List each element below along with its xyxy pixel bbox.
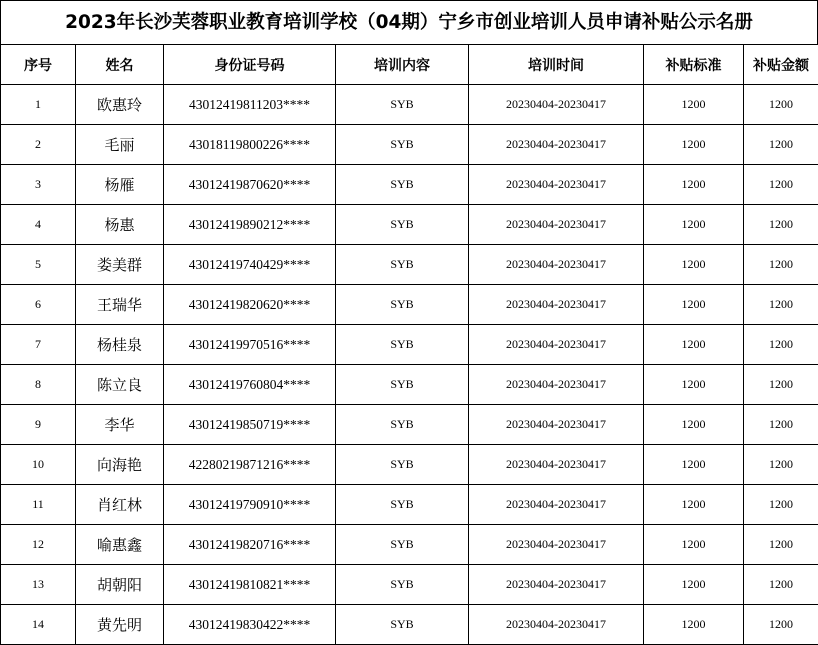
cell-training-period: 20230404-20230417 — [469, 365, 644, 405]
cell-subsidy-amount: 1200 — [744, 405, 818, 445]
cell-id-number: 43012419970516**** — [164, 325, 336, 365]
table-row — [1, 205, 818, 245]
cell-index: 9 — [1, 405, 76, 445]
cell-training-content: SYB — [336, 125, 469, 165]
cell-id-number: 43018119800226**** — [164, 125, 336, 165]
cell-subsidy-amount: 1200 — [744, 525, 818, 565]
cell-id-number: 43012419850719**** — [164, 405, 336, 445]
cell-training-period: 20230404-20230417 — [469, 565, 644, 605]
table-row — [1, 445, 818, 485]
cell-id-number: 43012419890212**** — [164, 205, 336, 245]
cell-subsidy-standard: 1200 — [644, 285, 744, 325]
cell-training-content: SYB — [336, 285, 469, 325]
cell-training-period: 20230404-20230417 — [469, 285, 644, 325]
cell-subsidy-standard: 1200 — [644, 565, 744, 605]
cell-subsidy-amount: 1200 — [744, 85, 818, 125]
cell-id-number: 43012419870620**** — [164, 165, 336, 205]
header-subsidy-amount: 补贴金额 — [744, 45, 818, 85]
table-row — [1, 365, 818, 405]
cell-index: 14 — [1, 605, 76, 645]
cell-training-period: 20230404-20230417 — [469, 485, 644, 525]
cell-subsidy-standard: 1200 — [644, 325, 744, 365]
cell-index: 7 — [1, 325, 76, 365]
cell-name: 肖红林 — [76, 485, 164, 525]
cell-training-period: 20230404-20230417 — [469, 205, 644, 245]
cell-training-period: 20230404-20230417 — [469, 245, 644, 285]
cell-subsidy-standard: 1200 — [644, 525, 744, 565]
cell-subsidy-standard: 1200 — [644, 405, 744, 445]
cell-index: 2 — [1, 125, 76, 165]
page-title: 2023年长沙芙蓉职业教育培训学校（04期）宁乡市创业培训人员申请补贴公示名册 — [0, 0, 818, 44]
cell-training-content: SYB — [336, 165, 469, 205]
cell-training-content: SYB — [336, 565, 469, 605]
cell-index: 11 — [1, 485, 76, 525]
cell-subsidy-amount: 1200 — [744, 605, 818, 645]
table-row — [1, 165, 818, 205]
table-row — [1, 565, 818, 605]
cell-id-number: 43012419760804**** — [164, 365, 336, 405]
cell-training-period: 20230404-20230417 — [469, 85, 644, 125]
cell-name: 胡朝阳 — [76, 565, 164, 605]
header-row — [1, 45, 818, 85]
cell-training-content: SYB — [336, 205, 469, 245]
cell-training-period: 20230404-20230417 — [469, 125, 644, 165]
header-name: 姓名 — [76, 45, 164, 85]
cell-subsidy-standard: 1200 — [644, 205, 744, 245]
header-training-content: 培训内容 — [336, 45, 469, 85]
cell-id-number: 43012419810821**** — [164, 565, 336, 605]
cell-subsidy-standard: 1200 — [644, 245, 744, 285]
header-subsidy-standard: 补贴标准 — [644, 45, 744, 85]
cell-training-period: 20230404-20230417 — [469, 405, 644, 445]
cell-id-number: 43012419790910**** — [164, 485, 336, 525]
cell-index: 10 — [1, 445, 76, 485]
cell-id-number: 43012419740429**** — [164, 245, 336, 285]
cell-index: 3 — [1, 165, 76, 205]
cell-subsidy-amount: 1200 — [744, 245, 818, 285]
cell-name: 王瑞华 — [76, 285, 164, 325]
cell-name: 向海艳 — [76, 445, 164, 485]
table-row — [1, 245, 818, 285]
cell-name: 杨惠 — [76, 205, 164, 245]
cell-subsidy-amount: 1200 — [744, 365, 818, 405]
cell-name: 李华 — [76, 405, 164, 445]
cell-training-content: SYB — [336, 405, 469, 445]
cell-subsidy-standard: 1200 — [644, 445, 744, 485]
table-row — [1, 285, 818, 325]
cell-subsidy-standard: 1200 — [644, 85, 744, 125]
cell-index: 1 — [1, 85, 76, 125]
cell-id-number: 43012419820620**** — [164, 285, 336, 325]
table-row — [1, 325, 818, 365]
cell-name: 陈立良 — [76, 365, 164, 405]
cell-subsidy-amount: 1200 — [744, 445, 818, 485]
cell-training-content: SYB — [336, 365, 469, 405]
cell-training-period: 20230404-20230417 — [469, 605, 644, 645]
cell-name: 欧惠玲 — [76, 85, 164, 125]
cell-index: 8 — [1, 365, 76, 405]
cell-name: 喻惠鑫 — [76, 525, 164, 565]
roster-table — [0, 44, 818, 645]
table-body — [1, 85, 818, 645]
cell-index: 5 — [1, 245, 76, 285]
cell-index: 13 — [1, 565, 76, 605]
cell-index: 6 — [1, 285, 76, 325]
table-row — [1, 605, 818, 645]
header-training-period: 培训时间 — [469, 45, 644, 85]
cell-subsidy-amount: 1200 — [744, 165, 818, 205]
table-row — [1, 405, 818, 445]
cell-name: 毛丽 — [76, 125, 164, 165]
cell-subsidy-amount: 1200 — [744, 125, 818, 165]
cell-training-period: 20230404-20230417 — [469, 325, 644, 365]
table-row — [1, 85, 818, 125]
cell-subsidy-amount: 1200 — [744, 485, 818, 525]
table-row — [1, 485, 818, 525]
cell-training-content: SYB — [336, 85, 469, 125]
cell-id-number: 43012419811203**** — [164, 85, 336, 125]
cell-training-content: SYB — [336, 245, 469, 285]
cell-subsidy-amount: 1200 — [744, 325, 818, 365]
cell-name: 黄先明 — [76, 605, 164, 645]
cell-subsidy-amount: 1200 — [744, 565, 818, 605]
cell-id-number: 43012419830422**** — [164, 605, 336, 645]
cell-subsidy-standard: 1200 — [644, 485, 744, 525]
cell-subsidy-standard: 1200 — [644, 165, 744, 205]
table-row — [1, 525, 818, 565]
cell-training-period: 20230404-20230417 — [469, 445, 644, 485]
cell-training-period: 20230404-20230417 — [469, 165, 644, 205]
header-id-number: 身份证号码 — [164, 45, 336, 85]
cell-name: 杨雁 — [76, 165, 164, 205]
cell-subsidy-amount: 1200 — [744, 205, 818, 245]
cell-name: 娄美群 — [76, 245, 164, 285]
cell-name: 杨桂泉 — [76, 325, 164, 365]
cell-subsidy-standard: 1200 — [644, 605, 744, 645]
header-index: 序号 — [1, 45, 76, 85]
cell-training-content: SYB — [336, 445, 469, 485]
cell-training-period: 20230404-20230417 — [469, 525, 644, 565]
cell-index: 12 — [1, 525, 76, 565]
cell-training-content: SYB — [336, 325, 469, 365]
cell-training-content: SYB — [336, 485, 469, 525]
table-row — [1, 125, 818, 165]
cell-id-number: 43012419820716**** — [164, 525, 336, 565]
cell-training-content: SYB — [336, 605, 469, 645]
cell-subsidy-standard: 1200 — [644, 125, 744, 165]
cell-index: 4 — [1, 205, 76, 245]
cell-subsidy-amount: 1200 — [744, 285, 818, 325]
cell-training-content: SYB — [336, 525, 469, 565]
cell-id-number: 42280219871216**** — [164, 445, 336, 485]
cell-subsidy-standard: 1200 — [644, 365, 744, 405]
